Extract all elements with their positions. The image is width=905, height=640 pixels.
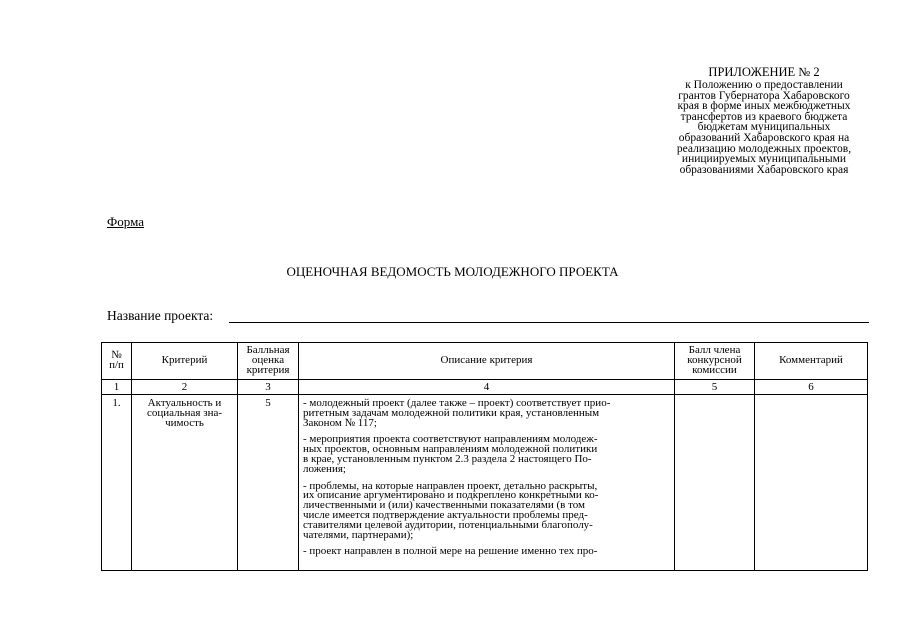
row-comment[interactable] bbox=[755, 395, 868, 571]
header-num: № п/п bbox=[102, 343, 132, 380]
appendix-line: образований Хабаровского края на bbox=[678, 131, 850, 144]
appendix-block bbox=[655, 65, 873, 175]
column-number: 4 bbox=[299, 380, 675, 395]
appendix-line: трансфертов из краевого бюджета bbox=[680, 110, 848, 123]
header-comment: Комментарий bbox=[755, 343, 868, 380]
header-score: Балльная оценка критерия bbox=[238, 343, 299, 380]
column-number: 1 bbox=[102, 380, 132, 395]
table-row bbox=[102, 395, 868, 571]
row-description bbox=[299, 395, 675, 571]
appendix-line: инициируемых муниципальными bbox=[681, 153, 847, 166]
appendix-line: бюджетам муниципальных bbox=[697, 121, 831, 134]
row-criterion: Актуальность и социальная зна- чимость bbox=[132, 395, 238, 571]
row-member-score[interactable] bbox=[675, 395, 755, 571]
appendix-line: реализацию молодежных проектов, bbox=[676, 142, 852, 155]
column-number: 5 bbox=[675, 380, 755, 395]
description-bullet: - молодежный проект (далее также – проект) соответствует прио- ритетным задачам молодежной политики края, установленным Законом № 117; bbox=[303, 397, 611, 429]
appendix-line: образованиями Хабаровского края bbox=[679, 163, 849, 176]
appendix-note bbox=[655, 80, 873, 175]
description-bullet: - проблемы, на которые направлен проект, детально раскрыты, их описание аргументировано и подкреплено конкретными ко- личественными и (или) качественными показателями (в том числе имеется подтверждение актуальности проблемы пред- ставителями целевой аудитории, потенциальными благополу- чателями, партнерами); bbox=[303, 479, 599, 541]
document-title: ОЦЕНОЧНАЯ ВЕДОМОСТЬ МОЛОДЕЖНОГО ПРОЕКТА bbox=[286, 264, 619, 279]
form-label: Форма bbox=[107, 214, 144, 229]
criteria-table bbox=[101, 342, 868, 571]
column-number: 3 bbox=[238, 380, 299, 395]
header-member-score: Балл члена конкурсной комиссии bbox=[675, 343, 755, 380]
column-number: 2 bbox=[132, 380, 238, 395]
header-criterion: Критерий bbox=[132, 343, 238, 380]
table-header-row bbox=[102, 343, 868, 380]
column-number-row bbox=[102, 380, 868, 395]
appendix-line: грантов Губернатора Хабаровского bbox=[678, 89, 850, 102]
row-num: 1. bbox=[102, 395, 132, 571]
description-bullet: - проект направлен в полной мере на решение именно тех про- bbox=[303, 545, 598, 558]
project-name-field[interactable] bbox=[229, 322, 869, 323]
row-score: 5 bbox=[238, 395, 299, 571]
appendix-line: края в форме иных межбюджетных bbox=[677, 100, 851, 113]
appendix-line: к Положению о предоставлении bbox=[685, 79, 843, 91]
header-description: Описание критерия bbox=[299, 343, 675, 380]
description-bullet: - мероприятия проекта соответствуют направлениям молодеж- ных проектов, основным направлениям молодежной политики в крае, установленным пунктом 2.3 раздела 2 настоящего По- ложения; bbox=[303, 433, 598, 475]
column-number: 6 bbox=[755, 380, 868, 395]
appendix-title: ПРИЛОЖЕНИЕ № 2 bbox=[708, 65, 820, 79]
project-name-label: Название проекта: bbox=[107, 308, 214, 323]
